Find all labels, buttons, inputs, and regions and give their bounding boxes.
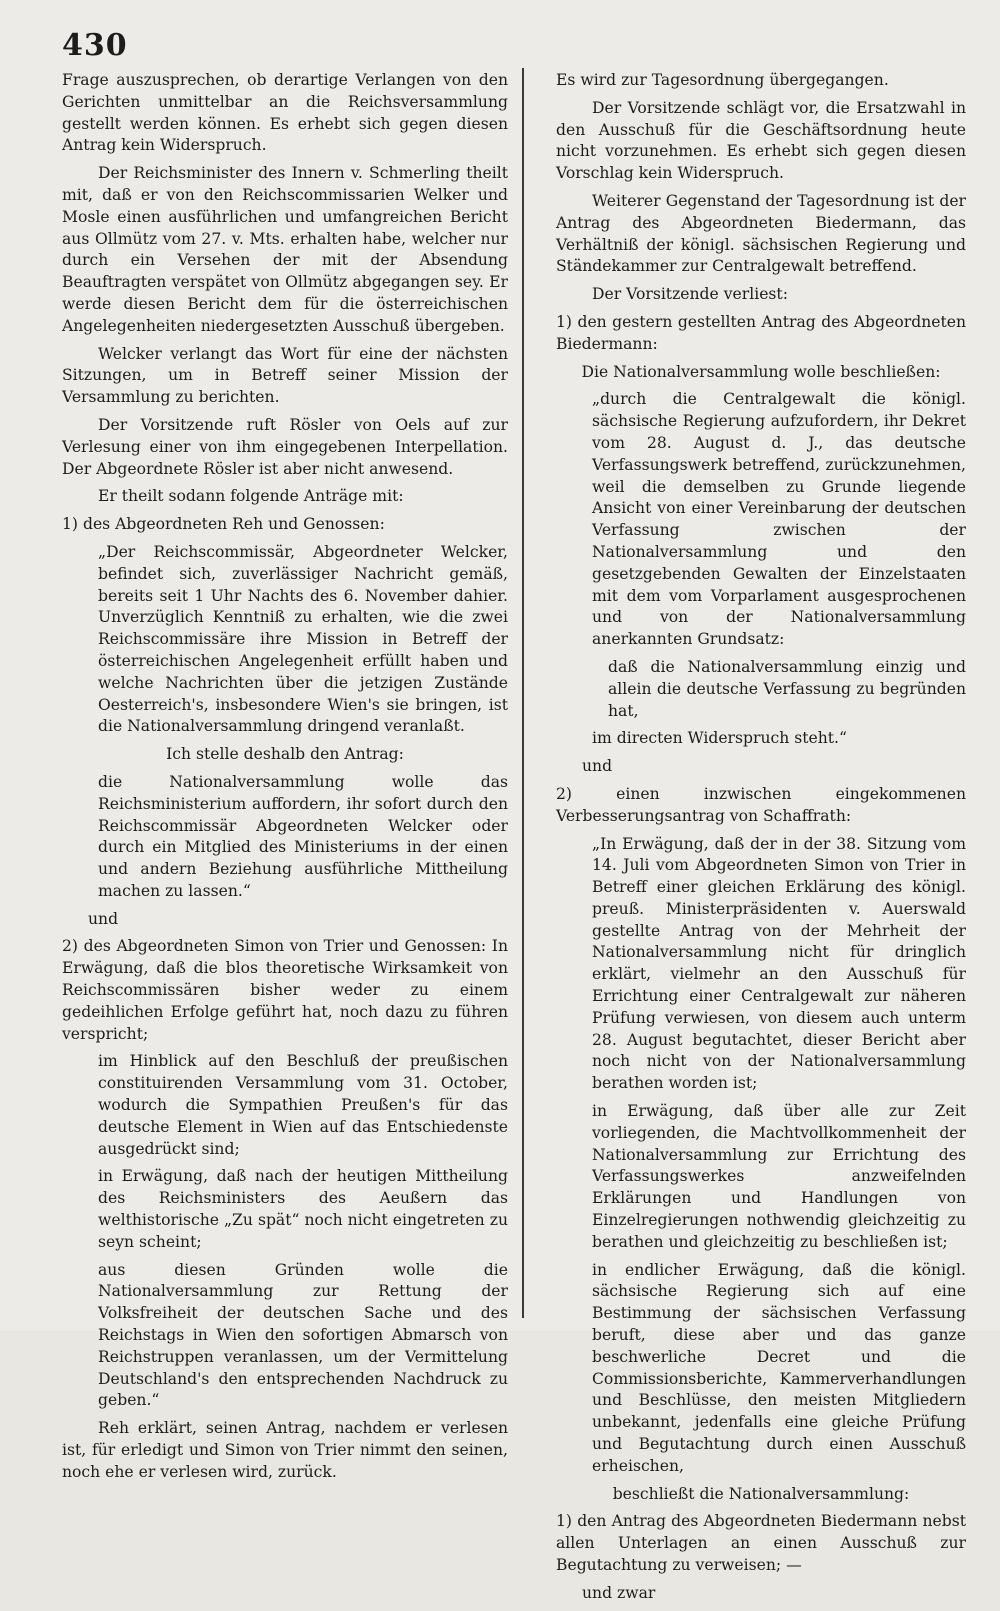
paragraph: Welcker verlangt das Wort für eine der nächsten Sitzungen, um in Betreff seiner Mission der Versammlung zu berichten. (62, 344, 508, 407)
motion-item: 2) des Abgeordneten Simon von Trier und Genossen: In Erwägung, daß die blos theoretische Wirksamkeit von Reichscommissären bisher weder zu einem gedeihlichen Erfolge geführt hat, noch dazu zu führen verspricht; (62, 937, 508, 1043)
column-divider (522, 68, 524, 1318)
connector-text: und (88, 909, 119, 928)
motion-quote: „durch die Centralgewalt die königl. sächsische Regierung aufzufordern, ihr Dekret vom 28. August d. J., das deutsche Verfassungswerk betreffend, zurückzunehmen, weil die demselben zu Grunde liegende Ansicht von einer Vereinbarung der deutschen Verfassung zwischen der Nationalversammlung und den gesetzgebenden Gewalten der Einzelstaaten mit dem vom Vorparlament ausgesprochenen und von der Nationalversammlung anerkannten Grundsatz: (592, 390, 966, 649)
motion-quote: „In Erwägung, daß der in der 38. Sitzung vom 14. Juli vom Abgeordneten Simon von Trier in Betreff einer gleichen Erklärung des königl. preuß. Ministerpräsidenten v. Auerswald gestellte Antrag von der Mehrheit der Nationalversammlung nicht für dringlich erklärt, vielmehr an den Ausschuß für Errichtung einer Centralgewalt zur näheren Prüfung verwiesen, von diesem auch unterm 28. August begutachtet, dieser Bericht aber noch nicht von der Nationalversammlung berathen worden ist; (592, 834, 966, 1093)
motion-quote: in Erwägung, daß nach der heutigen Mittheilung des Reichsministers des Aeußern das welthistorische „Zu spät“ noch nicht eingetreten zu seyn scheint; (98, 1167, 508, 1251)
paragraph: Er theilt sodann folgende Anträge mit: (98, 487, 404, 506)
paragraph: Frage auszusprechen, ob derartige Verlangen von den Gerichten unmittelbar an die Reichsversammlung gestellt werden können. Es erhebt sich gegen diesen Antrag kein Widerspruch. (62, 71, 508, 155)
motion-item: 1) den Antrag des Abgeordneten Biedermann nebst allen Unterlagen an einen Ausschuß zur Begutachtung zu verweisen; — (556, 1512, 966, 1574)
motion-quote: aus diesen Gründen wolle die Nationalversammlung zur Rettung der Volksfreiheit der deutschen Sache und des Reichstags in Wien den sofortigen Abmarsch von Reichstruppen veranlassen, um der Vermittelung Deutschland's den entsprechenden Nachdruck zu geben.“ (98, 1260, 508, 1410)
paragraph: Weiterer Gegenstand der Tagesordnung ist der Antrag des Abgeordneten Biedermann, das Verhältniß der königl. sächsischen Regierung und Ständekammer zur Centralgewalt betreffend. (556, 191, 966, 276)
paragraph: Der Reichsminister des Innern v. Schmerling theilt mit, daß er von den Reichscommissarien Welker und Mosle einen ausführlichen und umfangreichen Bericht aus Ollmütz vom 27. v. Mts. erhalten habe, welcher nur durch ein Versehen der mit der Absendung Beauftragten verspätet von Ollmütz abgegangen sey. Er werde diesen Bericht dem für die österreichischen Angelegenheiten niedergesetzten Ausschuß übergeben. (62, 164, 508, 335)
motion-item: 1) den gestern gestellten Antrag des Abgeordneten Biedermann: (556, 312, 966, 353)
motion-heading: beschließt die Nationalversammlung: (612, 1484, 910, 1503)
paragraph: Der Vorsitzende verliest: (592, 285, 788, 304)
connector-text: und zwar (582, 1583, 656, 1602)
paragraph: Der Vorsitzende ruft Rösler von Oels auf zur Verlesung einer von ihm eingegebenen Interpellation. Der Abgeordnete Rösler ist aber nicht anwesend. (62, 415, 508, 478)
motion-quote: „Der Reichscommissär, Abgeordneter Welcker, befindet sich, zuverlässiger Nachricht gemäß, bereits seit 1 Uhr Nachts des 6. November dahier. Unverzüglich Kenntniß zu erhalten, wie die zwei Reichscommissäre ihre Mission in Betreff der österreichischen Angelegenheit erfüllt haben und welche Nachrichten über die jetzigen Zustände Oesterreich's, insbesondere Wien's sie bringen, ist die Nationalversammlung dringend veranlaßt. (98, 542, 508, 736)
motion-subquote: daß die Nationalversammlung einzig und allein die deutsche Verfassung zu begründen hat, (608, 657, 966, 720)
left-column (62, 70, 508, 1490)
motion-quote: die Nationalversammlung wolle das Reichsministerium auffordern, ihr sofort durch den Reichscommissär Abgeordneten Welcker oder durch ein Mitglied des Ministeriums in der einen und andern Beziehung ausführliche Mittheilung machen zu lassen.“ (98, 772, 508, 900)
motion-heading: Die Nationalversammlung wolle beschließen: (581, 362, 941, 381)
motion-item: 1) des Abgeordneten Reh und Genossen: (62, 515, 385, 534)
motion-quote: im directen Widerspruch steht.“ (592, 729, 847, 748)
page-number: 430 (62, 28, 128, 63)
paragraph: Der Vorsitzende schlägt vor, die Ersatzwahl in den Ausschuß für die Geschäftsordnung heute nicht vorzunehmen. Es erhebt sich gegen diesen Vorschlag kein Widerspruch. (556, 98, 966, 183)
paragraph: Es wird zur Tagesordnung übergegangen. (556, 71, 889, 89)
motion-quote: im Hinblick auf den Beschluß der preußischen constituirenden Versammlung vom 31. October, wodurch die Sympathien Preußen's für das deutsche Element in Wien auf das Entschiedenste ausgedrückt sind; (98, 1052, 508, 1158)
motion-quote: in endlicher Erwägung, daß die königl. sächsische Regierung sich auf eine Bestimmung der sächsischen Verfassung beruft, diese aber und das ganze beschwerliche Decret und die Commissionsberichte, Kammerverhandlungen und Beschlüsse, den meisten Mitgliedern unbekannt, jedenfalls eine gleiche Prüfung und Begutachtung durch einen Ausschuß erheischen, (592, 1260, 966, 1475)
motion-item: 2) einen inzwischen eingekommenen Verbesserungsantrag von Schaffrath: (556, 784, 966, 825)
motion-heading: Ich stelle deshalb den Antrag: (166, 745, 404, 764)
motion-quote: in Erwägung, daß über alle zur Zeit vorliegenden, die Machtvollkommenheit der Nationalversammlung zur Errichtung des Verfassungswerkes anzweifelnden Erklärungen und Handlungen von Einzelregierungen nothwendig gleichzeitig zu berathen und gleichzeitig zu beschließen ist; (592, 1102, 966, 1251)
connector-text: und (582, 757, 613, 776)
right-column (556, 70, 966, 1611)
paragraph: Reh erklärt, seinen Antrag, nachdem er verlesen ist, für erledigt und Simon von Trier nimmt den seinen, noch ehe er verlesen wird, zurück. (62, 1419, 508, 1481)
